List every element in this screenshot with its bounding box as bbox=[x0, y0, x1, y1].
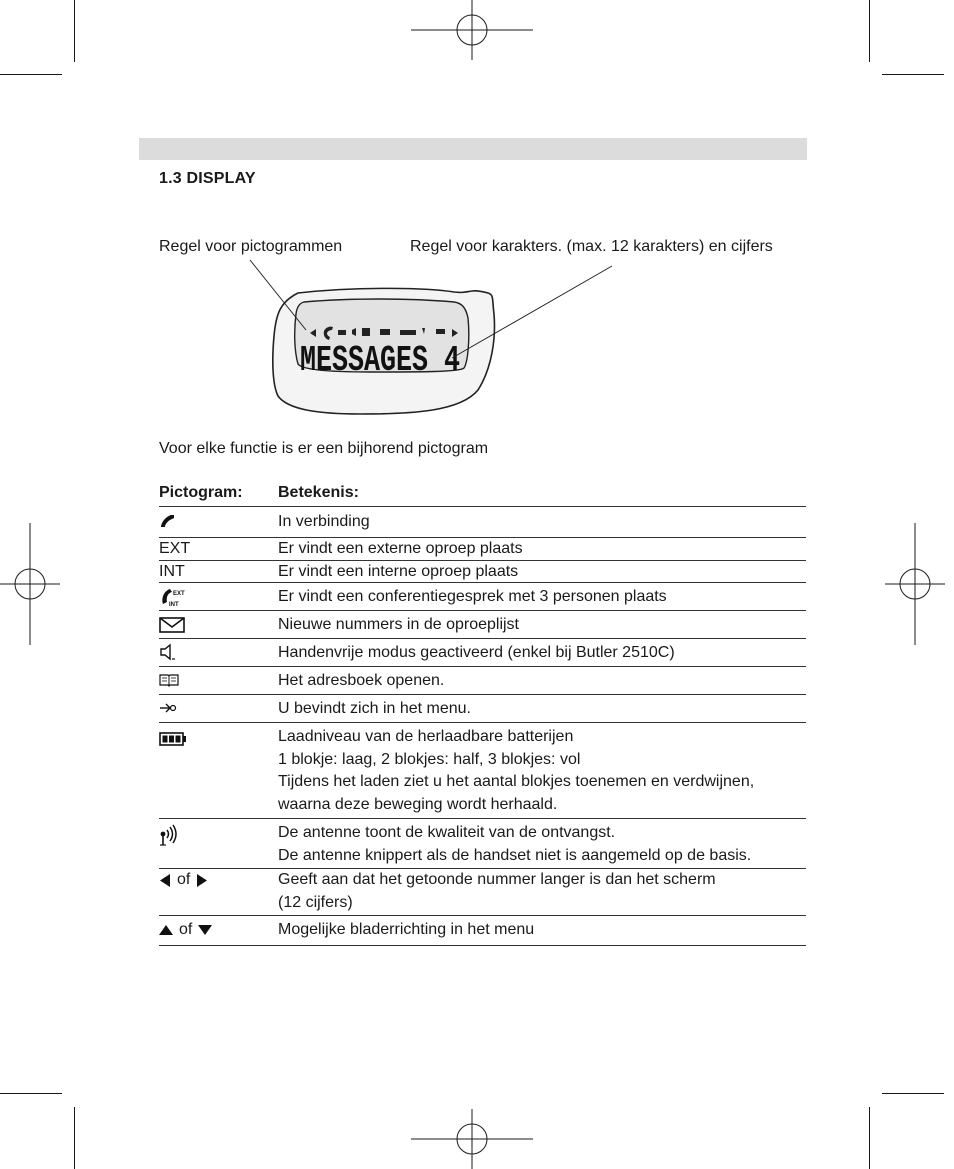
row-text: Laadniveau van de herlaadbare batterijen bbox=[278, 728, 574, 745]
section-title: 1.3 DISPLAY bbox=[159, 170, 256, 187]
table-row bbox=[159, 667, 806, 695]
crop-mark bbox=[869, 1107, 870, 1169]
registration-mark bbox=[411, 1109, 533, 1169]
speaker-icon bbox=[159, 643, 177, 661]
header-pictogram: Pictogram: bbox=[159, 484, 243, 501]
row-text: Handenvrije modus geactiveerd (enkel bij Butler 2510C) bbox=[278, 644, 675, 661]
registration-mark bbox=[411, 0, 533, 60]
phone-icon bbox=[159, 513, 177, 529]
crop-mark bbox=[0, 1093, 62, 1094]
up-down-arrows-icon bbox=[159, 919, 212, 941]
book-icon bbox=[159, 673, 179, 687]
table-row bbox=[159, 695, 806, 723]
row-text: Er vindt een externe oproep plaats bbox=[278, 540, 523, 557]
row-text: Er vindt een interne oproep plaats bbox=[278, 563, 519, 580]
row-text: U bevindt zich in het menu. bbox=[278, 700, 471, 717]
callout-character-line: Regel voor karakters. (max. 12 karakters) en cijfers bbox=[410, 238, 773, 255]
left-right-arrows-icon bbox=[159, 869, 208, 891]
row-text: waarna deze beweging wordt herhaald. bbox=[278, 795, 558, 813]
table-row bbox=[159, 507, 806, 538]
registration-mark bbox=[0, 523, 60, 645]
table-row bbox=[159, 561, 806, 583]
header-band bbox=[139, 138, 807, 160]
left-arrow-icon bbox=[159, 874, 171, 887]
table-row bbox=[159, 819, 806, 869]
row-text: De antenne toont de kwaliteit van de ontvangst. bbox=[278, 824, 616, 841]
conference-ext-label: EXT bbox=[173, 591, 185, 597]
menu-arrow-icon bbox=[159, 701, 177, 715]
row-text: De antenne knippert als de handset niet is aangemeld op de basis. bbox=[278, 846, 752, 864]
table-row bbox=[159, 583, 806, 611]
crop-mark bbox=[74, 1107, 75, 1169]
table-row bbox=[159, 611, 806, 639]
right-arrow-icon bbox=[196, 874, 208, 887]
registration-mark bbox=[885, 523, 945, 645]
row-text: Mogelijke bladerrichting in het menu bbox=[278, 921, 535, 938]
conference-call-icon bbox=[159, 586, 187, 608]
callout-pictogram-line: Regel voor pictogrammen bbox=[159, 238, 343, 255]
row-text: Geeft aan dat het getoonde nummer langer is dan het scherm bbox=[278, 871, 716, 888]
envelope-icon bbox=[159, 617, 185, 633]
crop-mark bbox=[882, 1093, 944, 1094]
int-symbol: INT bbox=[159, 563, 185, 580]
of-label: of bbox=[179, 920, 193, 938]
crop-mark bbox=[0, 74, 62, 75]
header-meaning: Betekenis: bbox=[278, 484, 359, 501]
display-text: MESSAGES 4 bbox=[300, 340, 460, 381]
row-text: 1 blokje: laag, 2 blokjes: half, 3 blokjes: vol bbox=[278, 750, 581, 768]
table-row bbox=[159, 538, 806, 561]
row-text: (12 cijfers) bbox=[278, 893, 353, 911]
row-text: Nieuwe nummers in de oproeplijst bbox=[278, 616, 519, 633]
row-text: Het adresboek openen. bbox=[278, 672, 445, 689]
conference-int-label: INT bbox=[169, 602, 179, 608]
pictogram-table bbox=[159, 483, 806, 946]
table-row bbox=[159, 723, 806, 819]
table-row bbox=[159, 916, 806, 946]
row-text: Tijdens het laden ziet u het aantal blokjes toenemen en verdwijnen, bbox=[278, 773, 755, 790]
up-arrow-icon bbox=[159, 924, 173, 936]
intro-text: Voor elke functie is er een bijhorend pictogram bbox=[159, 440, 489, 457]
crop-mark bbox=[74, 0, 75, 62]
battery-icon bbox=[159, 732, 187, 746]
row-text: Er vindt een conferentiegesprek met 3 personen plaats bbox=[278, 588, 667, 605]
crop-mark bbox=[882, 74, 944, 75]
table-header bbox=[159, 483, 806, 507]
table-row bbox=[159, 639, 806, 667]
antenna-icon bbox=[159, 824, 179, 846]
callout-leaders bbox=[240, 258, 620, 368]
table-row bbox=[159, 869, 806, 916]
row-text: In verbinding bbox=[278, 513, 370, 530]
of-label: of bbox=[177, 870, 191, 888]
ext-symbol: EXT bbox=[159, 540, 191, 557]
crop-mark bbox=[869, 0, 870, 62]
down-arrow-icon bbox=[198, 924, 212, 936]
